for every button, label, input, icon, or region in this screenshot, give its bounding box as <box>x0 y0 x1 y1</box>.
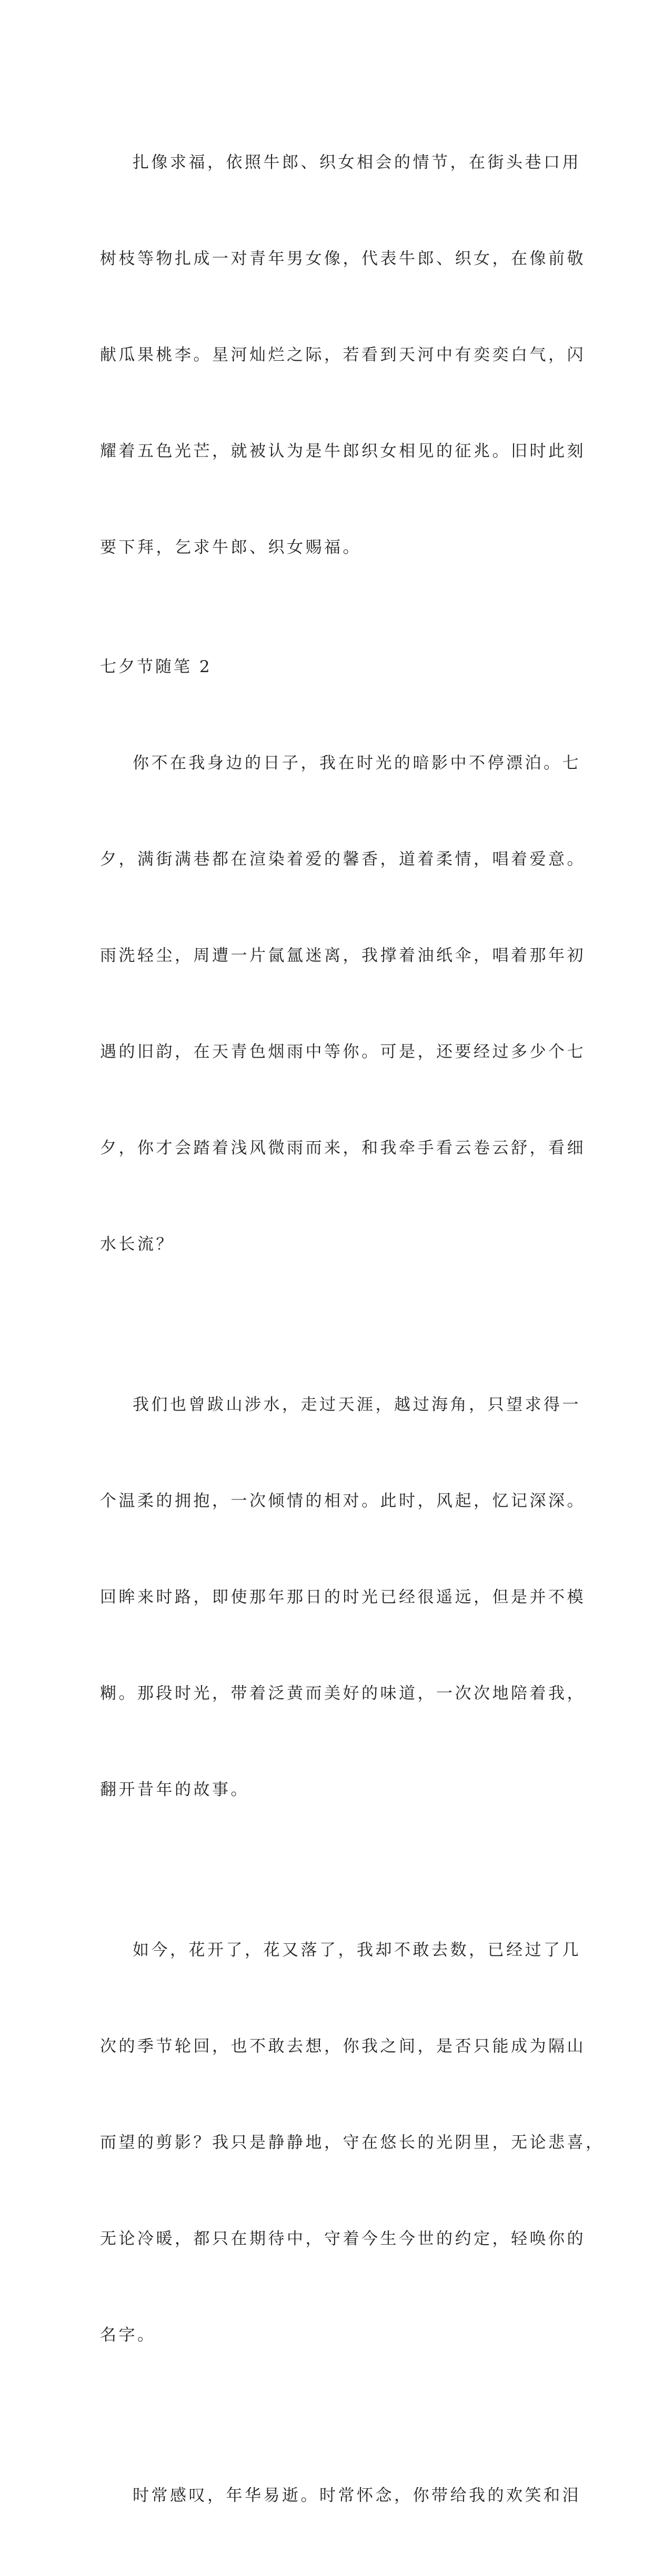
text-line: 时常感叹，年华易逝。时常怀念，你带给我的欢笑和泪 <box>133 2486 581 2505</box>
text-line: 要下拜，乞求牛郎、织女赐福。 <box>100 538 361 557</box>
text-line: 耀着五色光芒，就被认为是牛郎织女相见的征兆。旧时此刻 <box>100 442 586 461</box>
paragraph-zha-xiang-qiu-fu <box>100 83 586 628</box>
text-line: 个温柔的拥抱，一次倾情的相对。此时，风起，忆记深深。 <box>100 1492 586 1510</box>
paragraph-shi-chang-gan-tan <box>100 2416 581 2576</box>
paragraph-ru-jin <box>100 1870 605 2416</box>
text-line: 无论冷暖，都只在期待中，守着今生今世的约定，轻唤你的 <box>100 2229 586 2248</box>
text-line: 夕，满街满巷都在渲染着爱的馨香，道着柔情，唱着爱意。 <box>100 850 586 869</box>
text-line: 翻开昔年的故事。 <box>100 1780 249 1799</box>
text-line: 献瓜果桃李。星河灿烂之际，若看到天河中有奕奕白气，闪 <box>100 346 586 364</box>
text-line: 夕，你才会踏着浅风微雨而来，和我牵手看云卷云舒，看细 <box>100 1139 586 1158</box>
text-line: 扎像求福，依照牛郎、织女相会的情节，在街头巷口用 <box>133 153 581 172</box>
document-body <box>100 83 605 2576</box>
text-line: 雨洗轻尘，周遭一片氤氲迷离，我撑着油纸伞，唱着那年初 <box>100 946 586 965</box>
text-line: 回眸来时路，即使那年那日的时光已经很遥远，但是并不模 <box>100 1588 586 1607</box>
text-line: 而望的剪影？我只是静静地，守在悠长的光阴里，无论悲喜， <box>100 2133 605 2152</box>
text-line: 水长流？ <box>100 1235 175 1254</box>
text-line: 遇的旧韵，在天青色烟雨中等你。可是，还要经过多少个七 <box>100 1042 586 1061</box>
text-line: 糊。那段时光，带着泛黄而美好的味道，一次次地陪着我， <box>100 1684 586 1703</box>
text-line: 次的季节轮回，也不敢去想，你我之间，是否只能成为隔山 <box>100 2037 586 2056</box>
text-line: 我们也曾跋山涉水，走过天涯，越过海角，只望求得一 <box>133 1395 581 1414</box>
section-title: 七夕节随笔 2 <box>100 657 212 676</box>
paragraph-wo-men-ye-ceng <box>100 1325 586 1870</box>
text-line: 你不在我身边的日子，我在时光的暗影中不停漂泊。七 <box>133 754 581 773</box>
text-line: 树枝等物扎成一对青年男女像，代表牛郎、织女，在像前敬 <box>100 249 586 268</box>
paragraph-ni-bu-zai <box>100 683 586 1325</box>
text-line: 如今，花开了，花又落了，我却不敢去数，已经过了几 <box>133 1941 581 1960</box>
text-line: 名字。 <box>100 2326 156 2345</box>
